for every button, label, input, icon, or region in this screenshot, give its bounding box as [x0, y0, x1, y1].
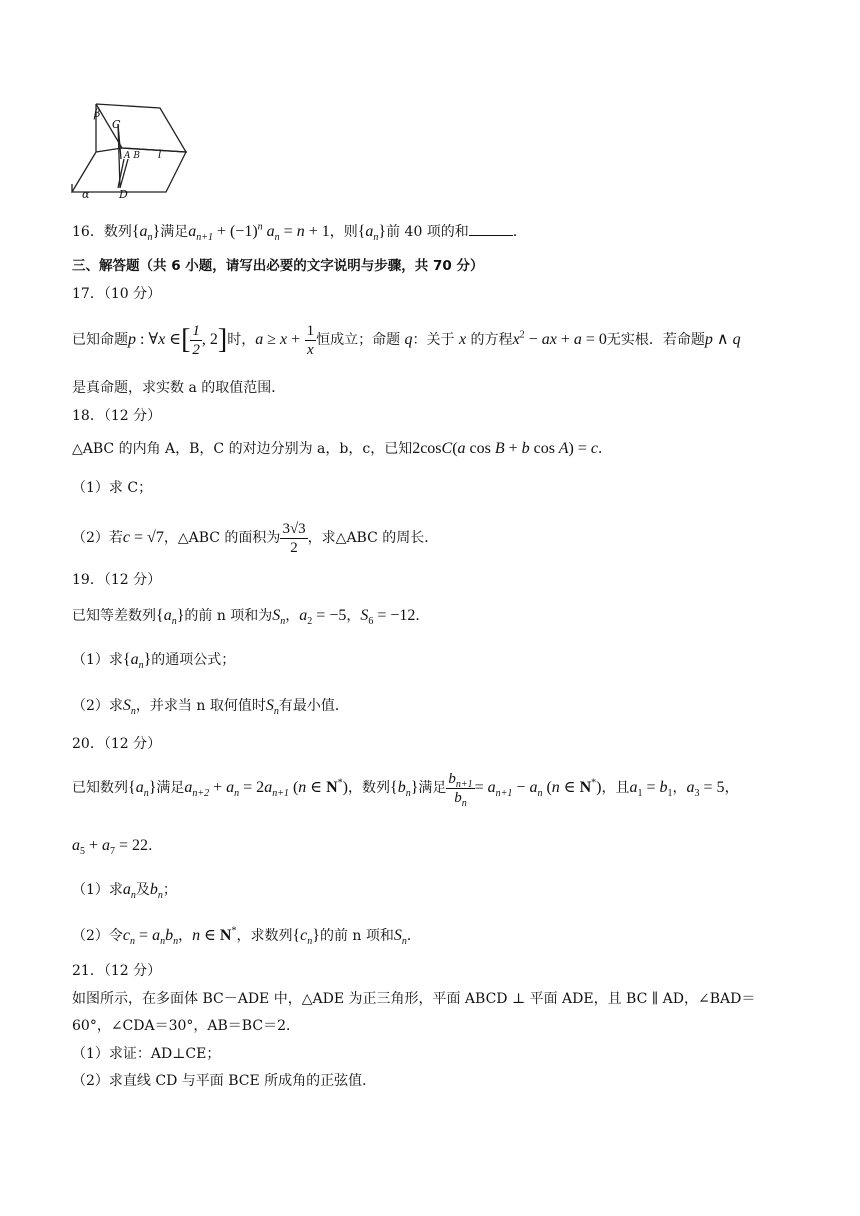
answer-blank[interactable] — [469, 223, 513, 236]
q19-line1: 已知等差数列$\{a_n\}$的前 n 项和为$S_n$，$a_2 = -5$，$S_6 = -12$． — [72, 607, 430, 628]
q20-header: 20．（12 分） — [72, 736, 162, 752]
q18-header: 18．（12 分） — [72, 408, 162, 424]
label-alpha: α — [82, 188, 90, 200]
label-C: C — [112, 118, 121, 131]
label-l: l — [158, 148, 162, 161]
q21-part2: （2）求直线 CD 与平面 BCE 所成角的正弦值． — [72, 1073, 377, 1089]
q20-line2: $a_5 + a_7 = 22$． — [72, 837, 163, 858]
q21-line1: 如图所示，在多面体 BC－ADE 中，△ADE 为正三角形，平面 ABCD ⊥ 平面 ADE，且 BC ∥ AD，∠BAD＝ — [72, 991, 756, 1007]
q18-line1: △ABC 的内角 A，B，C 的对边分别为 a，b，c，已知2cosC(a cos B + b cos A) = c． — [72, 440, 612, 457]
q21-header: 21．（12 分） — [72, 963, 162, 979]
q17-line1: 已知命题p : ∀x ∈[ $\frac{1}{2}$ , 2]时，a ≥ x + $\frac{1}{x}$ 恒成立；命题 q：关于 x 的方程$x^2$ − ax + a = 0无实根．若命题p ∧ q — [72, 322, 741, 358]
q19-part1: （1）求$\{a_n\}$的通项公式； — [72, 651, 236, 672]
q21-part1: （1）求证：AD⊥CE； — [72, 1046, 221, 1062]
question-16: 16．数列$\{a_n\}$满足$a_{n+1} + (-1)^n$ $a_n = n + 1$，则$\{a_n\}$前 40 项的和 ． — [72, 221, 527, 244]
q19-header: 19．（12 分） — [72, 572, 162, 588]
q20-line1: 已知数列$\{a_n\}$满足$a_{n+2} + a_n = 2a_{n+1}$ (n ∈ N*)，数列$\{b_n\}$满足 $\frac{b_{n+1}}{b_n}$ = $a_{n+1} - a_n$ (n ∈ N*)，且$a_1 = b_1$，$a_3 = 5$， — [72, 770, 739, 809]
q17-line2: 是真命题，求实数 a 的取值范围． — [72, 380, 286, 396]
label-beta: β — [94, 107, 101, 120]
q19-part2: （2）求$S_n$，并求当 n 取何值时$S_n$有最小值． — [72, 697, 349, 718]
q20-part1: （1）求$a_n$及$b_n$； — [72, 881, 177, 902]
q18-part2: （2）若c = √7，△ABC 的面积为 $\frac{3√3}{2}$ ，求△ABC 的周长． — [72, 520, 439, 556]
label-D: D — [119, 188, 128, 200]
q18-part1: （1）求 C； — [72, 480, 153, 496]
q20-part2: （2）令$c_n = a_nb_n$，n ∈ N*，求数列$\{c_n\}$的前 n 项和$S_n$． — [72, 925, 421, 948]
dihedral-figure — [66, 100, 194, 200]
plane-beta-outline — [96, 104, 186, 152]
q21-line2: 60°，∠CDA＝30°，AB＝BC＝2． — [72, 1018, 300, 1034]
q17-header: 17．（10 分） — [72, 286, 162, 302]
section-title: 三、解答题（共 6 小题，请写出必要的文字说明与步骤，共 70 分） — [72, 258, 484, 274]
label-AB: A B — [124, 151, 140, 161]
